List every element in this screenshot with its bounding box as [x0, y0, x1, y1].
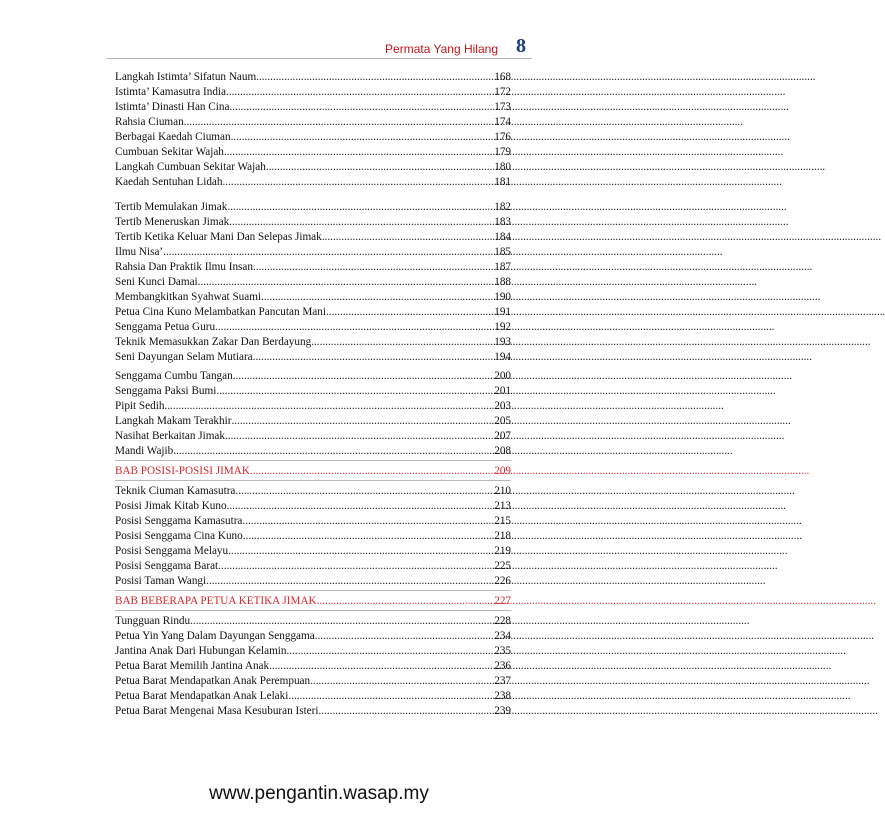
dot-leader — [318, 704, 493, 719]
toc-entry-label: Posisi Senggama Melayu — [115, 545, 229, 557]
dot-leader — [256, 70, 493, 85]
toc-entry-label: Petua Yin Yang Dalam Dayungan Senggama — [115, 630, 315, 642]
toc-entry[interactable] — [115, 559, 511, 574]
chapter-page: 209 — [494, 465, 511, 477]
toc-entry[interactable] — [115, 399, 511, 414]
toc-entry-label: Senggama Petua Guru — [115, 321, 216, 333]
toc-entry[interactable] — [115, 320, 511, 335]
toc-entry[interactable] — [115, 574, 511, 589]
section-divider — [115, 610, 511, 611]
group-spacer — [115, 190, 511, 200]
dot-leader — [226, 85, 493, 100]
dot-leader — [272, 659, 493, 674]
toc-entry-label: Tertib Meneruskan Jimak — [115, 216, 230, 228]
toc-entry-page: 192 — [494, 321, 511, 333]
toc-entry-label: Senggama Paksi Bumi — [115, 385, 217, 397]
toc-entry-label: Teknik Ciuman Kamasutra — [115, 485, 236, 497]
toc-entry-page: 226 — [494, 575, 511, 587]
toc-entry-label: Langkah Cumbuan Sekitar Wajah — [115, 161, 266, 173]
dot-leader — [233, 369, 494, 384]
toc-entry[interactable] — [115, 130, 511, 145]
dot-leader — [184, 115, 494, 130]
toc-entry-page: 181 — [494, 176, 511, 188]
dot-leader — [310, 674, 493, 689]
toc-entry[interactable] — [115, 245, 511, 260]
toc-entry-label: Cumbuan Sekitar Wajah — [115, 146, 224, 158]
toc-entry[interactable] — [115, 175, 511, 190]
toc-entry[interactable] — [115, 215, 511, 230]
dot-leader — [231, 130, 494, 145]
toc-entry-label: Posisi Senggama Kamasutra — [115, 515, 243, 527]
toc-entry-page: 180 — [494, 161, 511, 173]
toc-entry[interactable] — [115, 335, 511, 350]
toc-entry[interactable] — [115, 275, 511, 290]
dot-leader — [228, 544, 493, 559]
page-header — [385, 36, 526, 56]
toc-entry-label: Petua Barat Mendapatkan Anak Lelaki. — [115, 690, 292, 702]
toc-entry[interactable] — [115, 369, 511, 384]
toc-entry[interactable] — [115, 200, 511, 215]
toc-entry-page: 191 — [494, 306, 511, 318]
toc-entry-page: 205 — [494, 415, 511, 427]
toc-entry[interactable] — [115, 444, 511, 459]
toc-entry[interactable] — [115, 514, 511, 529]
dot-leader — [173, 444, 493, 459]
toc-entry-label: Tertib Ketika Keluar Mani Dan Selepas Jimak — [115, 231, 322, 243]
toc-entry[interactable] — [115, 499, 511, 514]
toc-entry-page: 190 — [494, 291, 511, 303]
section-divider — [115, 480, 511, 481]
toc-entry-label: Tungguan Rindu — [115, 615, 191, 627]
toc-entry-page: 208 — [494, 445, 511, 457]
toc-entry-page: 238 — [494, 690, 511, 702]
dot-leader — [287, 644, 494, 659]
toc-entry-page: 235 — [494, 645, 511, 657]
toc-entry[interactable] — [115, 85, 511, 100]
toc-entry-label: Teknik Memasukkan Zakar Dan Berdayung — [115, 336, 312, 348]
toc-entry[interactable] — [115, 100, 511, 115]
toc-entry[interactable] — [115, 70, 511, 85]
dot-leader — [227, 200, 493, 215]
toc-entry-label: Rahsia Dan Praktik Ilmu Insan — [115, 261, 253, 273]
dot-leader — [229, 215, 493, 230]
toc-entry-label: Membangkitkan Syahwat Suami — [115, 291, 262, 303]
toc-entry-page: 172 — [494, 86, 511, 98]
dot-leader — [229, 100, 493, 115]
toc-entry-label: Petua Barat Memilih Jantina Anak. — [115, 660, 272, 672]
toc-entry-label: Pipit Sedih — [115, 400, 165, 412]
toc-entry[interactable] — [115, 260, 511, 275]
toc-entry[interactable] — [115, 414, 511, 429]
section-divider — [115, 590, 511, 591]
toc-entry-page: 237 — [494, 675, 511, 687]
toc-entry-label: Posisi Senggama Barat — [115, 560, 219, 572]
toc-entry-page: 203 — [494, 400, 511, 412]
toc-entry[interactable] — [115, 160, 511, 175]
section-divider — [115, 460, 511, 461]
toc-entry-page: 184 — [494, 231, 511, 243]
toc-entry-page: 194 — [494, 351, 511, 363]
toc-entry-label: Kaedah Sentuhan Lidah — [115, 176, 223, 188]
toc-entry-label: Rahsia Ciuman — [115, 116, 184, 128]
toc-entry[interactable] — [115, 350, 511, 365]
toc-entry[interactable] — [115, 290, 511, 305]
toc-entry-label: Petua Cina Kuno Melambatkan Pancutan Mani — [115, 306, 326, 318]
toc-entry-label: Senggama Cumbu Tangan — [115, 370, 233, 382]
toc-entry-page: 234 — [494, 630, 511, 642]
dot-leader — [250, 464, 493, 479]
dot-leader — [190, 614, 493, 629]
toc-entry[interactable] — [115, 429, 511, 444]
toc-entry-label: Jantina Anak Dari Hubungan Kelamin — [115, 645, 287, 657]
dot-leader — [317, 594, 494, 609]
toc-entry-label: Petua Barat Mendapatkan Anak Perempuan — [115, 675, 311, 687]
toc-entry-label: Ilmu Nisa’ — [115, 246, 164, 258]
dot-leader — [224, 145, 493, 160]
toc-entry-label: Langkah Istimta’ Sifatun Naum — [115, 71, 257, 83]
toc-entry-page: 183 — [494, 216, 511, 228]
toc-entry-page: 218 — [494, 530, 511, 542]
dot-leader — [322, 230, 493, 245]
dot-leader — [311, 335, 493, 350]
toc-group-3 — [115, 484, 511, 589]
toc-entry-label: Posisi Jimak Kitab Kuno — [115, 500, 227, 512]
toc-entry-page: 188 — [494, 276, 511, 288]
toc-chapter-heading[interactable] — [115, 464, 511, 479]
toc-entry[interactable] — [115, 230, 511, 245]
header-divider — [106, 58, 532, 59]
dot-leader — [223, 175, 494, 190]
chapter-label: BAB BEBERAPA PETUA KETIKA JIMAK — [115, 595, 317, 607]
toc-entry-label: Seni Dayungan Selam Mutiara — [115, 351, 253, 363]
dot-leader — [291, 689, 493, 704]
toc-entry[interactable] — [115, 145, 511, 160]
toc-entry-page: 201 — [494, 385, 511, 397]
toc-group-4 — [115, 614, 511, 719]
toc-entry-page: 215 — [494, 515, 511, 527]
toc-entry-page: 173 — [494, 101, 511, 113]
dot-leader — [206, 574, 493, 589]
toc-entry[interactable] — [115, 484, 511, 499]
toc-entry-page: 168 — [494, 71, 511, 83]
toc-entry-page: 187 — [494, 261, 511, 273]
toc-entry-page: 239 — [494, 705, 511, 717]
toc-entry[interactable] — [115, 384, 511, 399]
toc-entry-page: 179 — [494, 146, 511, 158]
dot-leader — [326, 305, 493, 320]
toc-entry-page: 193 — [494, 336, 511, 348]
chapter-label: BAB POSISI-POSISI JIMAK — [115, 465, 250, 477]
dot-leader — [225, 429, 493, 444]
toc-group-1 — [115, 70, 511, 190]
table-of-contents — [115, 70, 511, 719]
dot-leader — [243, 529, 493, 544]
dot-leader — [163, 245, 493, 260]
toc-entry-label: Posisi Senggama Cina Kuno — [115, 530, 243, 542]
toc-entry[interactable] — [115, 704, 511, 719]
dot-leader — [218, 559, 493, 574]
toc-entry-page: 236 — [494, 660, 511, 672]
toc-entry[interactable] — [115, 305, 511, 320]
toc-entry-label: Nasihat Berkaitan Jimak — [115, 430, 225, 442]
toc-entry[interactable] — [115, 644, 511, 659]
dot-leader — [198, 275, 494, 290]
toc-entry-page: 228 — [494, 615, 511, 627]
footer-url[interactable]: www.pengantin.wasap.my — [209, 783, 429, 804]
toc-entry-label: Tertib Memulakan Jimak — [115, 201, 228, 213]
toc-entry-page: 225 — [494, 560, 511, 572]
toc-entry[interactable] — [115, 674, 511, 689]
toc-entry-label: Posisi Taman Wangi — [115, 575, 207, 587]
dot-leader — [315, 629, 494, 644]
toc-entry[interactable] — [115, 659, 511, 674]
toc-entry[interactable] — [115, 689, 511, 704]
toc-entry[interactable] — [115, 629, 511, 644]
toc-group-2a — [115, 200, 511, 365]
dot-leader — [266, 160, 493, 175]
toc-entry-page: 185 — [494, 246, 511, 258]
dot-leader — [227, 499, 494, 514]
toc-entry[interactable] — [115, 115, 511, 130]
dot-leader — [231, 414, 493, 429]
chapter-page: 227 — [494, 595, 511, 607]
page-number: 8 — [516, 35, 526, 57]
toc-entry-label: Petua Barat Mengenai Masa Kesuburan Isteri — [115, 705, 319, 717]
dot-leader — [242, 514, 493, 529]
toc-entry-label: Seni Kunci Damai — [115, 276, 198, 288]
toc-entry-page: 210 — [494, 485, 511, 497]
dot-leader — [261, 290, 493, 305]
toc-group-2b — [115, 369, 511, 459]
dot-leader — [253, 350, 494, 365]
toc-entry-page: 200 — [494, 370, 511, 382]
toc-entry-label: Mandi Wajib — [115, 445, 174, 457]
toc-entry[interactable] — [115, 529, 511, 544]
toc-entry-page: 207 — [494, 430, 511, 442]
toc-entry-label: Istimta’ Dinasti Han Cina — [115, 101, 230, 113]
book-title: Permata Yang Hilang — [385, 42, 498, 56]
toc-entry-page: 219 — [494, 545, 511, 557]
toc-entry-page: 182 — [494, 201, 511, 213]
dot-leader — [215, 320, 493, 335]
dot-leader — [253, 260, 493, 275]
dot-leader — [235, 484, 493, 499]
dot-leader — [164, 399, 493, 414]
toc-entry-page: 174 — [494, 116, 511, 128]
toc-chapter-heading[interactable] — [115, 594, 511, 609]
toc-entry-label: Langkah Makam Terakhir — [115, 415, 232, 427]
toc-entry[interactable] — [115, 614, 511, 629]
toc-entry-page: 176 — [494, 131, 511, 143]
toc-entry-page: 213 — [494, 500, 511, 512]
toc-entry-label: Istimta’ Kamasutra India — [115, 86, 227, 98]
toc-entry[interactable] — [115, 544, 511, 559]
toc-entry-label: Berbagai Kaedah Ciuman — [115, 131, 231, 143]
dot-leader — [216, 384, 493, 399]
